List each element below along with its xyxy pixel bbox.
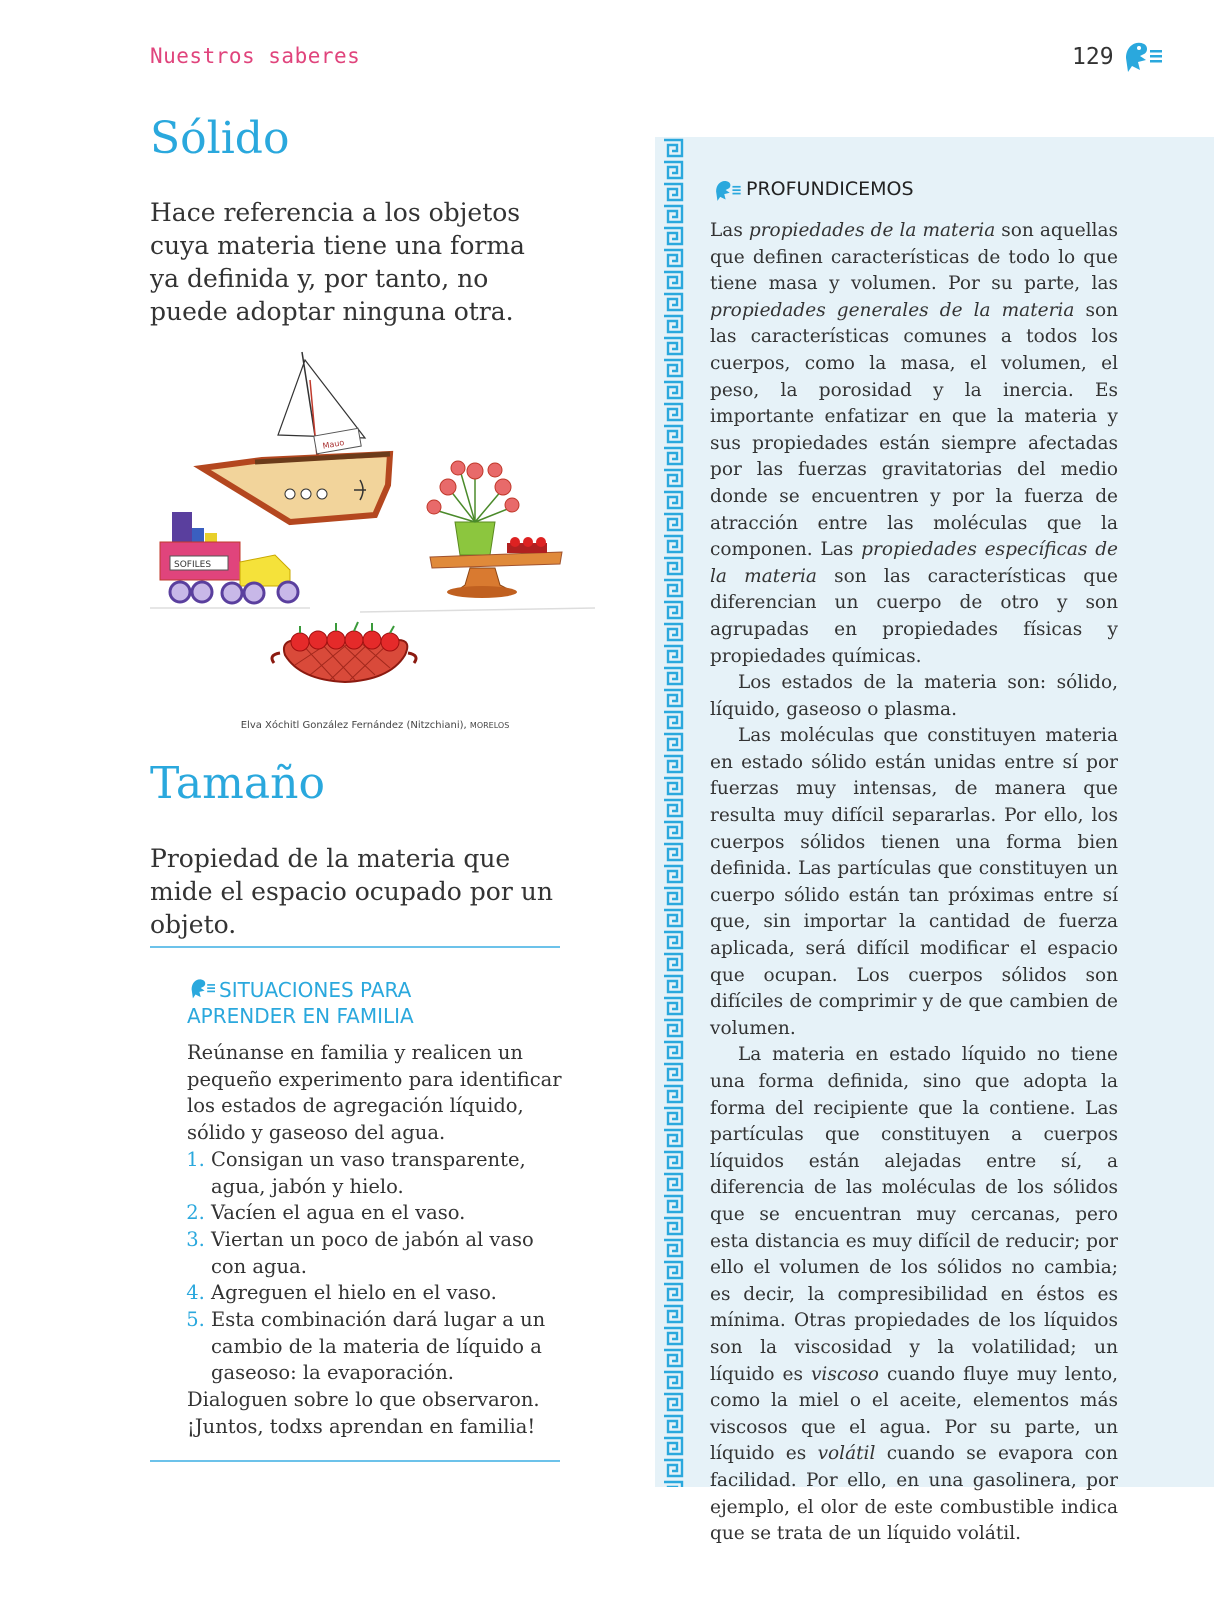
glyph-logo-icon [1120, 36, 1164, 76]
paragraph-4: La materia en estado líquido no tiene una forma definida, sino que adopta la forma del recipiente que la contiene. Las partículas que constituyen a cuerpos líquidos están alejadas entre sí, a diferencia de las moléculas de los sólidos que se encuentran muy cercanas, pero esta distancia es muy difícil de reducir; por ello el volumen de los sólidos no cambia; es decir, la compresibilidad en éstos es mínima. Otras propiedades de los líquidos son la viscosidad y la volatilidad; un líquido es viscoso cuando fluye muy lento, como la miel o el aceite, elementos más viscosos que el agua. Por su parte, un líquido es volátil cuando se evapora con facilidad. Por ello, en una gasolinera, por ejemplo, el olor de este combustible indica que se trata de un líquido volátil. [710, 1044, 1118, 1545]
situaciones-body [187, 1040, 567, 1441]
paragraph-1: Las propiedades de la materia son aquellas que definen características de todo lo que tiene masa y volumen. Por su parte, las propiedades generales de la materia son las características comunes a todos los cuerpos, como la masa, el volumen, el peso, la porosidad y la inercia. Es importante enfatizar en que la materia y sus propiedades están siempre afectadas por las fuerzas gravitatorias del medio donde se encuentren y por la fuerza de atracción entre las moléculas que la componen. Las propiedades específicas de la materia son las características que diferencian un cuerpo de otro y son agrupadas en propiedades físicas y propiedades químicas. [710, 220, 1118, 667]
glyph-logo-icon [187, 975, 217, 1001]
greek-key-border [660, 137, 686, 1487]
situaciones-closing-1: Dialoguen sobre lo que observaron. [187, 1388, 540, 1412]
tamano-heading: Tamaño [150, 758, 325, 809]
profundicemos-heading [712, 178, 914, 200]
glyph-logo-icon [712, 176, 742, 204]
child-drawing-illustration [150, 350, 600, 700]
page-number: 129 [1072, 44, 1114, 70]
solido-heading: Sólido [150, 113, 290, 164]
boat-label: Mauo [321, 438, 345, 451]
list-item: 1. Consigan un vaso transparente, agua, jabón y hielo. [211, 1147, 567, 1200]
situaciones-heading [187, 975, 547, 1029]
list-item: 4. Agreguen el hielo en el vaso. [211, 1280, 567, 1307]
divider-bottom [150, 1460, 560, 1462]
tamano-definition: Propiedad de la materia que mide el espacio ocupado por un objeto. [150, 844, 553, 939]
profundicemos-title: PROFUNDICEMOS [746, 178, 914, 200]
list-item: 2. Vacíen el agua en el vaso. [211, 1200, 567, 1227]
solido-definition: Hace referencia a los objetos cuya materia tiene una forma ya definida y, por tanto, no puede adoptar ninguna otra. [150, 198, 525, 326]
section-title: Nuestros saberes [150, 44, 361, 68]
caption-state: MORELOS [469, 721, 510, 730]
situaciones-closing-2: ¡Juntos, todxs aprendan en familia! [187, 1414, 536, 1438]
train-label: SOFILES [174, 560, 212, 570]
situaciones-title-line1: SITUACIONES PARA [219, 978, 412, 1002]
paragraph-2: Los estados de la materia son: sólido, líquido, gaseoso o plasma. [710, 672, 1118, 720]
divider-top [150, 946, 560, 948]
caption-author: Elva Xóchitl González Fernández (Nitzchiani), [240, 720, 467, 731]
situaciones-intro: Reúnanse en familia y realicen un pequeño experimento para identificar los estados de agregación líquido, sólido y gaseoso del agua. [187, 1041, 562, 1145]
list-item: 3. Viertan un poco de jabón al vaso con agua. [211, 1227, 567, 1280]
profundicemos-body [710, 218, 1118, 1548]
list-item: 5. Esta combinación dará lugar a un cambio de la materia de líquido a gaseoso: la evaporación. [211, 1307, 567, 1387]
illustration-caption [150, 720, 600, 731]
paragraph-3: Las moléculas que constituyen materia en estado sólido están unidas entre sí por fuerzas muy intensas, de manera que resulta muy difícil separarlas. Por ello, los cuerpos sólidos tienen una forma bien definida. Las partículas que constituyen un cuerpo sólido están tan próximas entre sí que, sin importar la cantidad de fuerza aplicada, será difícil modificar el espacio que ocupan. Los cuerpos sólidos son difíciles de comprimir y de que cambien de volumen. [710, 725, 1118, 1039]
steps-list [187, 1147, 567, 1387]
situaciones-title-line2: APRENDER EN FAMILIA [187, 1004, 414, 1028]
